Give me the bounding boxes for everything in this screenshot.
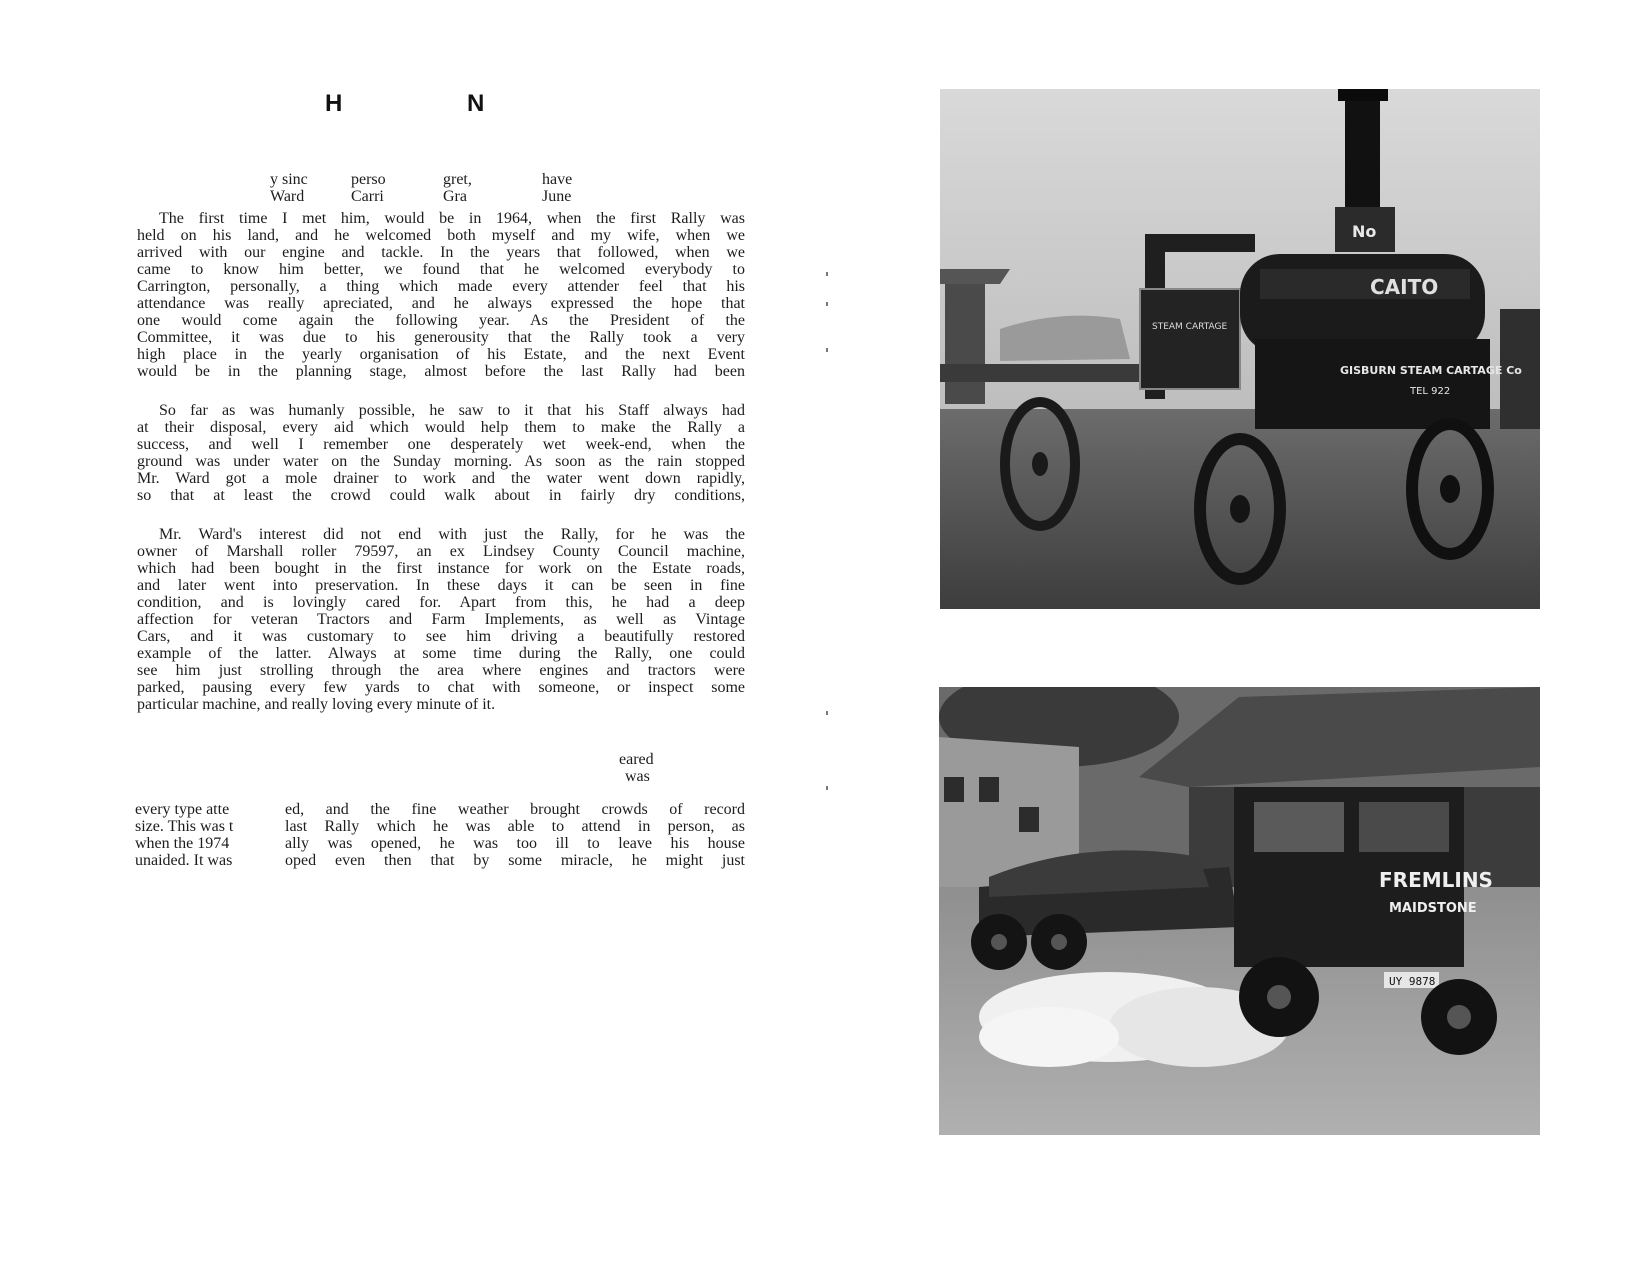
- text-line: parked, pausing every few yards to chat with someone, or inspect some: [137, 679, 745, 696]
- text-line: Cars, and it was customary to see him driving a beautifully restored: [137, 628, 745, 645]
- text-line: condition, and is lovingly cared for. Apart from this, he had a deep: [137, 594, 745, 611]
- text-line: ally was opened, he was too ill to leave his house: [285, 835, 745, 852]
- wagon-cab-sign: STEAM CARTAGE: [1152, 322, 1228, 332]
- gutter-speck: [826, 711, 828, 715]
- fragment-line: every type atte: [135, 801, 230, 818]
- photo-steam-lorry: [939, 687, 1540, 1135]
- text-line: Mr. Ward got a mole drainer to work and the water went down rapidly,: [137, 470, 745, 487]
- text-line: particular machine, and really loving every minute of it.: [137, 696, 496, 713]
- intro-fragment-col-4: [542, 171, 572, 205]
- text-line: ed, and the fine weather brought crowds of record: [285, 801, 745, 818]
- intro-fragment: Gra: [443, 188, 467, 205]
- wagon-side-sign: GISBURN STEAM CARTAGE Co: [1340, 364, 1522, 377]
- fragment-line: eared: [619, 751, 654, 768]
- text-line: at their disposal, every aid which would help them to make the Rally a: [137, 419, 745, 436]
- text-line: and later went into preservation. In these days it can be seen in fine: [137, 577, 745, 594]
- lorry-front-wheel: [1239, 957, 1319, 1037]
- lorry-number-plate: UY 9878: [1389, 975, 1436, 988]
- wagon-number-plate: No: [1352, 222, 1377, 241]
- text-line: Committee, it was due to his generousity that the Rally took a very: [137, 329, 745, 346]
- photo-steam-wagon: [940, 89, 1540, 609]
- paragraph-2: [137, 402, 745, 504]
- lorry-town-sign: MAIDSTONE: [1389, 901, 1477, 916]
- trailer-wheel: [1031, 914, 1087, 970]
- wagon-name-plate: CAITO: [1370, 275, 1439, 299]
- wagon-telephone-sign: TEL 922: [1410, 386, 1451, 397]
- last-fragment-right: [285, 801, 745, 869]
- text-line: see him just strolling through the area where engines and tractors were: [137, 662, 745, 679]
- text-line: so that at least the crowd could walk about in fairly dry conditions,: [137, 487, 745, 504]
- text-line: which had been bought in the first instance for work on the Estate roads,: [137, 560, 745, 577]
- intro-fragment: June: [542, 188, 572, 205]
- intro-fragment-col-2: [351, 171, 386, 205]
- steam-wagon-illustration: [940, 89, 1540, 609]
- text-line: Carrington, personally, a thing which made every attender feel that his: [137, 278, 745, 295]
- intro-fragment: have: [542, 171, 573, 188]
- heading-left-letter: H: [325, 90, 343, 117]
- text-line: arrived with our engine and tackle. In the years that followed, when we: [137, 244, 745, 261]
- lorry-brand-sign: FREMLINS: [1379, 868, 1493, 892]
- steam-lorry-illustration: [939, 687, 1540, 1135]
- paragraph-1: [137, 210, 745, 380]
- fragment-line: size. This was t: [135, 818, 234, 835]
- trailer-wheel: [971, 914, 1027, 970]
- intro-fragment-col-1: [270, 171, 308, 205]
- heading-right-letter: N: [467, 90, 485, 117]
- text-line: success, and well I remember one desperately wet week-end, when the: [137, 436, 745, 453]
- text-line: held on his land, and he welcomed both myself and my wife, when we: [137, 227, 745, 244]
- text-line: high place in the yearly organisation of his Estate, and the next Event: [137, 346, 745, 363]
- intro-fragment: Carri: [351, 188, 384, 205]
- text-line: came to know him better, we found that he welcomed everybody to: [137, 261, 745, 278]
- text-line: last Rally which he was able to attend in person, as: [285, 818, 745, 835]
- last-fragment-left: [135, 801, 233, 869]
- text-line: affection for veteran Tractors and Farm Implements, as well as Vintage: [137, 611, 745, 628]
- fragment-line: when the 1974: [135, 835, 230, 852]
- text-line: would be in the planning stage, almost before the last Rally had been: [137, 363, 745, 380]
- intro-fragment: Ward: [270, 188, 305, 205]
- fragment-line: unaided. It was: [135, 852, 233, 869]
- fragment-line: was: [625, 768, 650, 785]
- text-line: The first time I met him, would be in 1964, when the first Rally was: [159, 210, 745, 227]
- text-line: Mr. Ward's interest did not end with just the Rally, for he was the: [159, 526, 745, 543]
- lorry-rear-wheel: [1421, 979, 1497, 1055]
- intro-fragment: y sinc: [270, 171, 308, 188]
- text-line: ground was under water on the Sunday morning. As soon as the rain stopped: [137, 453, 745, 470]
- intro-fragment: gret,: [443, 171, 472, 188]
- text-line: example of the latter. Always at some time during the Rally, one could: [137, 645, 745, 662]
- intro-fragment: perso: [351, 171, 386, 188]
- text-line: oped even then that by some miracle, he might just: [285, 852, 745, 869]
- mid-fragment: [619, 751, 654, 785]
- text-line: one would come again the following year. As the President of the: [137, 312, 745, 329]
- gutter-speck: [826, 786, 828, 790]
- text-line: So far as was humanly possible, he saw to it that his Staff always had: [159, 402, 745, 419]
- gutter-speck: [826, 348, 828, 352]
- text-line: attendance was really apreciated, and he always expressed the hope that: [137, 295, 745, 312]
- text-line: owner of Marshall roller 79597, an ex Lindsey County Council machine,: [137, 543, 745, 560]
- gutter-speck: [826, 272, 828, 276]
- intro-fragment-col-3: [443, 171, 472, 205]
- gutter-speck: [826, 302, 828, 306]
- paragraph-3: [137, 526, 745, 713]
